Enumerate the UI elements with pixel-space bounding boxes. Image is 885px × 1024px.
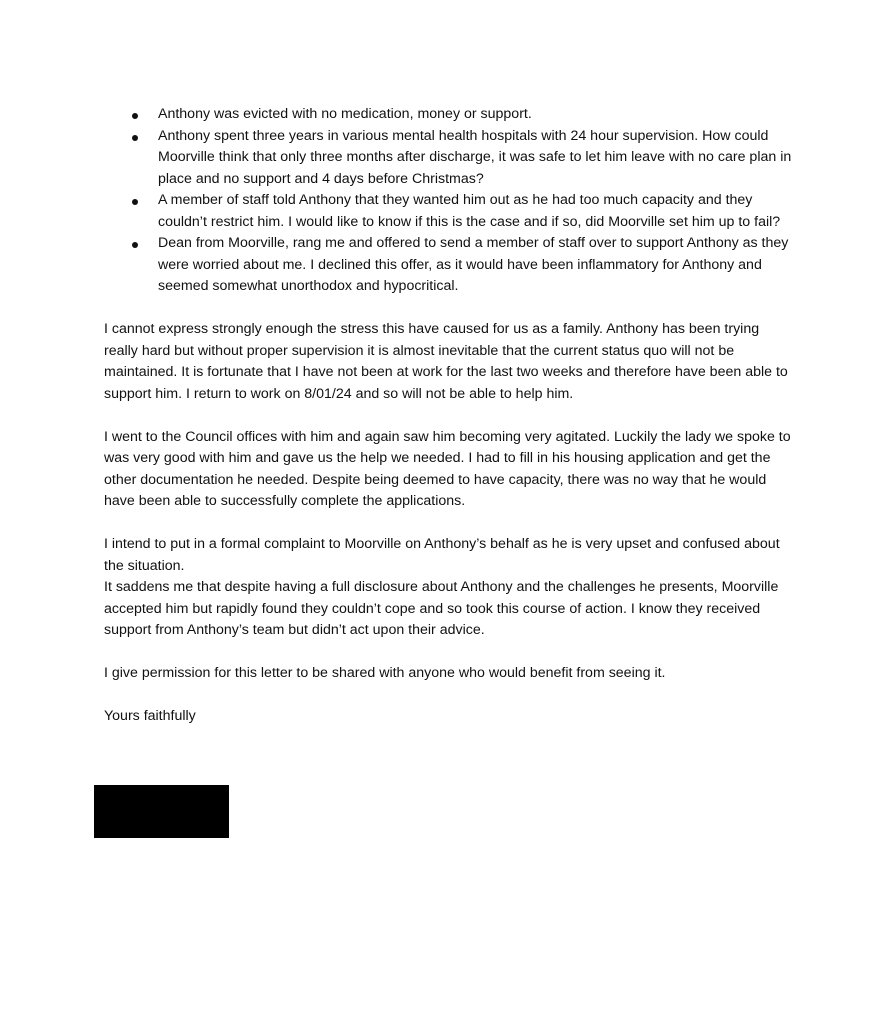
list-item-text: Anthony was evicted with no medication, money or support. (158, 106, 532, 122)
paragraph-council-visit: I went to the Council offices with him and again saw him becoming very agitated. Luckily the lady we spoke to was very good with him and gave us the help we needed. I had to fill in his housing application and get the other documentation he needed. Despite being deemed to have capacity, there was no way that he would have been able to successfully complete the applications. (104, 428, 791, 509)
list-item (104, 233, 794, 298)
letter-body (104, 104, 794, 728)
list-item-text: Dean from Moorville, rang me and offered to send a member of staff over to support Anthony as they were worried about me. I declined this offer, as it would have been inflammatory for Anthony and seemed somewhat unorthodox and hypocritical. (158, 235, 789, 294)
concerns-list (104, 104, 794, 298)
paragraph-disclosure: It saddens me that despite having a full disclosure about Anthony and the challenges he presents, Moorville accepted him but rapidly found they couldn’t cope and so took this course of action. I know they received support from Anthony’s team but didn’t act upon their advice. (104, 579, 779, 638)
list-item (104, 126, 794, 191)
closing-salutation: Yours faithfully (104, 708, 196, 724)
list-item-text: A member of staff told Anthony that they wanted him out as he had too much capacity and they couldn’t restrict him. I would like to know if this is the case and if so, did Moorville set him up to fail? (158, 192, 781, 230)
bullet-icon (132, 199, 138, 205)
signature-redaction (94, 785, 229, 838)
paragraph-stress: I cannot express strongly enough the stress this have caused for us as a family. Anthony has been trying really hard but without proper supervision it is almost inevitable that the current status quo will not be maintained. It is fortunate that I have not been at work for the last two weeks and therefore have been able to support him. I return to work on 8/01/24 and so will not be able to help him. (104, 321, 788, 402)
paragraph-permission: I give permission for this letter to be shared with anyone who would benefit from seeing it. (104, 665, 666, 681)
bullet-icon (132, 135, 138, 141)
bullet-icon (132, 113, 138, 119)
list-item-text: Anthony spent three years in various mental health hospitals with 24 hour supervision. How could Moorville think that only three months after discharge, it was safe to let him leave with no care plan in place and no support and 4 days before Christmas? (158, 127, 792, 187)
bullet-icon (132, 242, 138, 248)
list-item (104, 190, 794, 233)
list-item (104, 104, 794, 126)
paragraph-complaint: I intend to put in a formal complaint to Moorville on Anthony’s behalf as he is very upset and confused about the situation. (104, 536, 780, 574)
